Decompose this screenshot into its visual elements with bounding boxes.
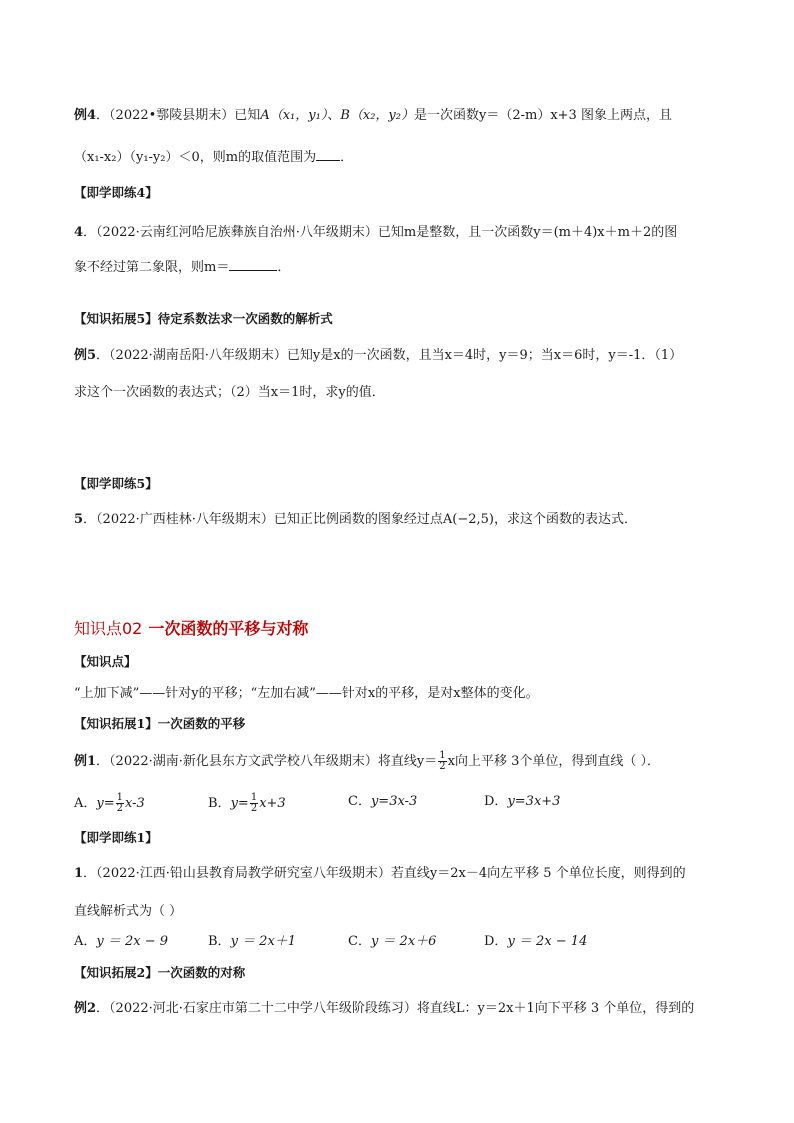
practice-1-line-2: 直线解析式为（ ） bbox=[74, 904, 183, 919]
option-b bbox=[208, 933, 296, 951]
practice-1-text: ．（2022·江西·铅山县教育局教学研究室八年级期末）若直线y＝2x－4向左平移 5 个单位长度，则得到的 bbox=[83, 866, 686, 881]
point-separator: 、 bbox=[327, 108, 341, 123]
option-letter: D． bbox=[484, 794, 508, 809]
option-letter: B． bbox=[208, 934, 231, 949]
example-5-label: 例5 bbox=[74, 348, 97, 363]
practice-4-number: 4 bbox=[74, 225, 84, 240]
option-expression: y ＝ 2x＋6 bbox=[370, 934, 437, 949]
example-4-line-1 bbox=[74, 107, 672, 125]
option-c bbox=[348, 933, 436, 951]
example-5-line-1 bbox=[74, 347, 682, 365]
option-b bbox=[208, 793, 286, 814]
option-a bbox=[74, 933, 168, 951]
extension-1-tag: 【知识拓展1】一次函数的平移 bbox=[74, 716, 246, 731]
option-letter: B． bbox=[208, 796, 231, 811]
answer-blank bbox=[316, 160, 340, 161]
option-letter: C． bbox=[348, 934, 371, 949]
fraction-numerator: 1 bbox=[116, 792, 124, 803]
section-heading bbox=[74, 616, 308, 639]
option-expression-end: x-3 bbox=[125, 796, 145, 811]
knowledge-text: “上加下减”——针对y的平移；“左加右减”——针对x的平移，是对x整体的变化。 bbox=[74, 686, 539, 701]
example-1-text-end: x向上平移 3个单位，得到直线（ ）． bbox=[447, 754, 660, 769]
fraction-denominator: 2 bbox=[116, 803, 124, 814]
example-5-text-2: 求这个一次函数的表达式；（2）当x＝1时，求y的值． bbox=[74, 385, 385, 400]
example-4-label: 例4 bbox=[74, 108, 97, 123]
fraction-one-half bbox=[438, 751, 446, 772]
fraction bbox=[250, 793, 258, 814]
option-expression: y ＝ 2x − 14 bbox=[507, 934, 588, 949]
example-4-text-start: ．（2022•鄠陵县期末）已知 bbox=[96, 108, 261, 123]
practice-4-text-2: 象不经过第二象限，则m＝ bbox=[74, 260, 230, 275]
option-d bbox=[484, 793, 560, 811]
example-5-line-2 bbox=[74, 384, 385, 402]
answer-blank bbox=[229, 270, 277, 271]
point-a: A（x₁，y₁） bbox=[260, 108, 328, 123]
practice-4-text: ．（2022·云南红河哈尼族彝族自治州·八年级期末）已知m是整数，且一次函数y＝(m＋4)x＋m＋2的图 bbox=[83, 225, 678, 240]
option-letter: A． bbox=[74, 796, 97, 811]
example-2-line-1 bbox=[74, 1000, 694, 1018]
extension-2-tag: 【知识拓展2】一次函数的对称 bbox=[74, 965, 246, 980]
example-5-text: ．（2022·湖南岳阳·八年级期末）已知y是x的一次函数，且当x＝4时，y＝9；当x＝6时，y＝-1．（1） bbox=[96, 348, 683, 363]
practice-4-line-1 bbox=[74, 224, 677, 242]
option-expression: y=3x+3 bbox=[507, 794, 561, 809]
example-1-line-1 bbox=[74, 751, 660, 772]
practice-5-text: ．（2022·广西桂林·八年级期末）已知正比例函数的图象经过点A(−2,5)，求这个函数的表达式． bbox=[83, 512, 637, 527]
option-a bbox=[74, 793, 145, 814]
fraction-numerator: 1 bbox=[439, 750, 446, 761]
option-expression: y= bbox=[230, 796, 249, 811]
practice-4-line-2 bbox=[74, 259, 290, 277]
example-4-line-2 bbox=[74, 149, 353, 167]
example-1-text: ．（2022·湖南·新化县东方文武学校八年级期末）将直线y＝ bbox=[96, 754, 438, 769]
option-letter: D． bbox=[484, 934, 508, 949]
practice-5-line-1 bbox=[74, 511, 637, 529]
example-2-label: 例2 bbox=[74, 1001, 97, 1016]
fraction-denominator: 2 bbox=[250, 803, 258, 814]
option-letter: C． bbox=[348, 794, 371, 809]
practice-5-number: 5 bbox=[74, 512, 84, 527]
example-2-text: ．（2022·河北·石家庄市第二十二中学八年级阶段练习）将直线L：y＝2x＋1向下平移 3 个单位，得到的 bbox=[96, 1001, 695, 1016]
option-expression: y ＝ 2x＋1 bbox=[230, 934, 297, 949]
practice-1-line-1 bbox=[74, 865, 686, 883]
practice-5-tag: 【即学即练5】 bbox=[74, 476, 158, 491]
section-number: 知识点02 bbox=[74, 619, 143, 638]
point-b: B（x₂，y₂） bbox=[340, 108, 414, 123]
option-expression: y= bbox=[96, 796, 115, 811]
fraction bbox=[116, 793, 124, 814]
option-c bbox=[348, 793, 417, 811]
option-letter: A． bbox=[74, 934, 97, 949]
fraction-denominator: 2 bbox=[439, 761, 446, 772]
option-d bbox=[484, 933, 587, 951]
fraction-numerator: 1 bbox=[250, 792, 258, 803]
practice-1-tag: 【即学即练1】 bbox=[74, 830, 158, 845]
knowledge-tag: 【知识点】 bbox=[74, 654, 137, 669]
example-4-text-end: 是一次函数y＝（2-m）x+3 图象上两点，且 bbox=[413, 108, 672, 123]
example-4-condition: （x₁-x₂）（y₁-y₂）＜0，则m的取值范围为 bbox=[74, 150, 317, 165]
practice-1-number: 1 bbox=[74, 866, 84, 881]
option-expression-end: x+3 bbox=[259, 796, 286, 811]
option-expression: y ＝ 2x − 9 bbox=[96, 934, 169, 949]
practice-4-period: ． bbox=[277, 260, 291, 275]
example-1-label: 例1 bbox=[74, 754, 97, 769]
option-expression: y=3x-3 bbox=[370, 794, 418, 809]
section-title: 一次函数的平移与对称 bbox=[148, 619, 309, 638]
example-4-period: ． bbox=[340, 150, 354, 165]
practice-4-tag: 【即学即练4】 bbox=[74, 185, 158, 200]
extension-5-tag: 【知识拓展5】待定系数法求一次函数的解析式 bbox=[74, 311, 333, 326]
